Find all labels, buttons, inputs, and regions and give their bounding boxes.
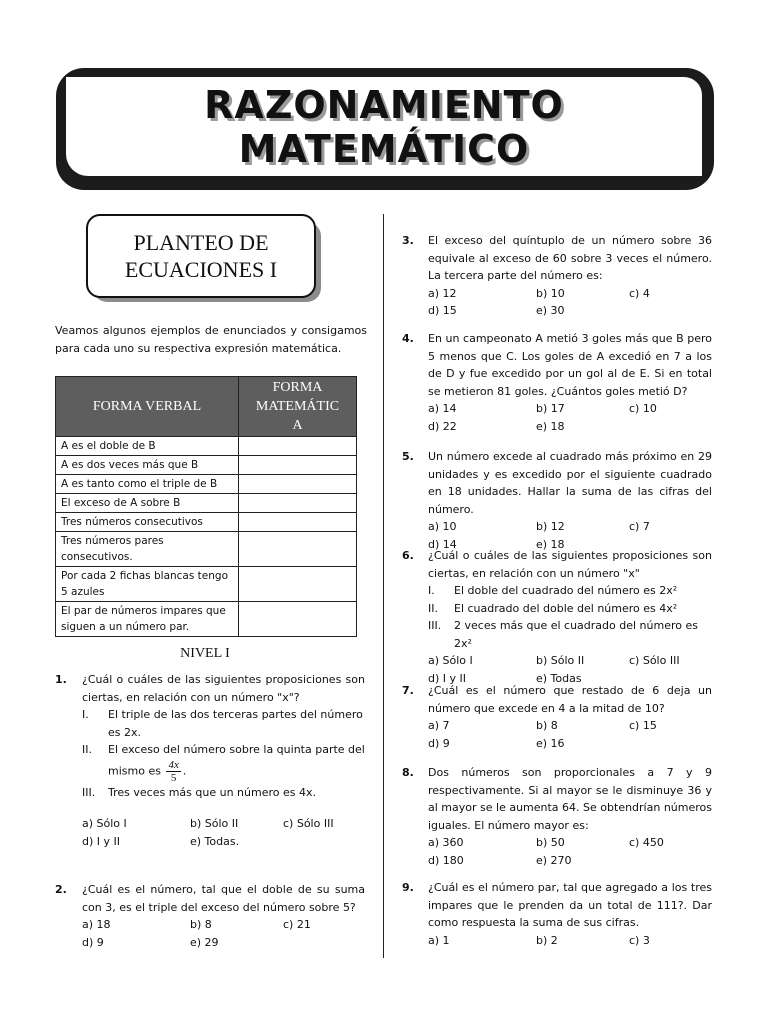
math-answer-cell[interactable]: [239, 437, 357, 456]
table-row: [56, 456, 357, 475]
proposition-numeral: II.: [428, 601, 438, 615]
option-d[interactable]: d) 9: [82, 935, 104, 949]
answer-options: [82, 815, 365, 850]
answer-options: [82, 916, 365, 951]
question-2: [55, 881, 365, 951]
option-a[interactable]: a) 12: [428, 286, 457, 300]
option-e[interactable]: e) 30: [536, 304, 565, 317]
question-number: 3.: [402, 234, 414, 247]
question-text: ¿Cuál o cuáles de las siguientes proposiciones son ciertas, en relación con un número "x"?: [82, 673, 365, 704]
option-a[interactable]: a) 10: [428, 520, 457, 533]
option-b[interactable]: b) 17: [536, 402, 565, 415]
option-a[interactable]: a) 14: [428, 402, 457, 415]
table-header-row: [56, 377, 357, 437]
proposition-text: El triple de las dos terceras partes del número es 2x.: [108, 708, 363, 739]
question-7: [402, 682, 712, 752]
column-divider: [383, 214, 384, 958]
option-b[interactable]: b) 12: [536, 520, 565, 533]
option-b[interactable]: b) 10: [536, 286, 565, 300]
option-c[interactable]: c) 15: [629, 719, 657, 732]
table-row: [56, 513, 357, 532]
question-number: 5.: [402, 450, 414, 463]
table-row: [56, 567, 357, 602]
option-c[interactable]: c) 4: [629, 286, 650, 300]
question-3: [402, 232, 712, 320]
table-row: [56, 494, 357, 513]
verbal-cell: A es el doble de B: [56, 437, 239, 456]
question-5: [402, 448, 712, 553]
question-8: [402, 764, 712, 869]
answer-options: [428, 400, 712, 435]
header-forma-matematica: [239, 377, 357, 437]
option-e[interactable]: e) 29: [190, 935, 219, 949]
proposition-numeral: I.: [428, 584, 435, 597]
section-title-box: [86, 214, 316, 298]
math-answer-cell[interactable]: [239, 456, 357, 475]
proposition-item: [82, 784, 365, 802]
proposition-item: [82, 741, 365, 784]
proposition-numeral: III.: [428, 619, 442, 632]
option-b[interactable]: b) 2: [536, 933, 558, 947]
question-text: ¿Cuál o cuáles de las siguientes proposiciones son ciertas, en relación con un número "x": [428, 549, 712, 580]
banner-title-line1: RAZONAMIENTO: [204, 82, 564, 127]
question-number: 2.: [55, 883, 67, 896]
option-a[interactable]: a) 7: [428, 719, 450, 732]
question-number: 9.: [402, 881, 414, 894]
option-c[interactable]: c) Sólo III: [629, 654, 680, 667]
verbal-cell: Por cada 2 fichas blancas tengo 5 azules: [56, 567, 239, 602]
proposition-text: El cuadrado del doble del número es 4x²: [454, 601, 678, 615]
question-1: [55, 671, 365, 850]
proposition-item: [428, 617, 712, 652]
question-number: 1.: [55, 673, 67, 686]
option-b[interactable]: b) Sólo II: [190, 817, 239, 830]
verbal-cell: Tres números pares consecutivos.: [56, 532, 239, 567]
question-9: [402, 879, 712, 949]
header-forma-verbal: FORMA VERBAL: [56, 377, 239, 437]
header-banner: [56, 68, 714, 190]
option-c[interactable]: c) 450: [629, 836, 664, 849]
option-b[interactable]: b) 8: [190, 918, 212, 931]
option-d[interactable]: d) 9: [428, 736, 450, 750]
proposition-item: [82, 706, 365, 741]
option-a[interactable]: a) Sólo I: [428, 654, 473, 667]
header-banner-inner: [66, 77, 702, 176]
option-c[interactable]: c) 10: [629, 402, 657, 415]
option-d[interactable]: d) 22: [428, 419, 457, 433]
math-answer-cell[interactable]: [239, 532, 357, 567]
option-c[interactable]: c) 7: [629, 520, 650, 533]
option-b[interactable]: b) Sólo II: [536, 654, 585, 667]
option-e[interactable]: e) 18: [536, 537, 565, 551]
header-mat-line1: FORMA: [272, 380, 323, 395]
question-number: 8.: [402, 766, 414, 779]
question-text: El exceso del quíntuplo de un número sobre 36 equivale al exceso de 60 sobre 3 veces el número. La tercera parte del número es:: [428, 234, 712, 282]
option-c[interactable]: c) 3: [629, 933, 650, 947]
proposition-numeral: I.: [82, 708, 89, 721]
math-answer-cell[interactable]: [239, 513, 357, 532]
header-mat-line3: A: [292, 418, 303, 433]
option-e[interactable]: e) Todas: [536, 671, 582, 685]
section-title-line2: ECUACIONES I: [124, 257, 278, 282]
proposition-item: [428, 582, 712, 600]
table-row: [56, 475, 357, 494]
header-mat-line2: MATEMÁTIC: [255, 399, 340, 414]
option-a[interactable]: a) 1: [428, 933, 450, 947]
fraction-numerator: 4x: [168, 758, 179, 771]
math-answer-cell[interactable]: [239, 494, 357, 513]
verbal-cell: Tres números consecutivos: [56, 513, 239, 532]
intro-paragraph: Veamos algunos ejemplos de enunciados y consigamos para cada uno su respectiva expresión matemática.: [55, 324, 367, 355]
question-text: Un número excede al cuadrado más próximo en 29 unidades y es excedido por el siguiente cuadrado en 18 unidades. Hallar la suma de las cifras del número.: [428, 450, 712, 516]
question-text: ¿Cuál es el número, tal que el doble de su suma con 3, es el triple del exceso del número sobre 5?: [82, 883, 365, 914]
question-text: ¿Cuál es el número par, tal que agregado a los tres impares que le prenden da un total de 111?. Dar como respuesta la suma de sus cifras.: [428, 881, 712, 929]
option-c[interactable]: c) Sólo III: [283, 817, 334, 830]
fraction: [166, 759, 180, 784]
verbal-cell: A es tanto como el triple de B: [56, 475, 239, 494]
option-e[interactable]: e) 16: [536, 736, 565, 750]
math-answer-cell[interactable]: [239, 567, 357, 602]
fraction-denominator: 5: [170, 771, 177, 784]
proposition-list: [82, 706, 365, 801]
question-number: 4.: [402, 332, 414, 345]
verbal-cell: El exceso de A sobre B: [56, 494, 239, 513]
question-number: 7.: [402, 684, 414, 697]
option-d[interactable]: d) 15: [428, 304, 457, 317]
option-b[interactable]: b) 50: [536, 836, 565, 849]
question-text: ¿Cuál es el número que restado de 6 deja un número que excede en 4 a la mitad de 10?: [428, 684, 712, 715]
proposition-text: El exceso del número sobre la quinta parte del mismo es: [108, 743, 365, 777]
option-a[interactable]: a) 18: [82, 918, 111, 931]
proposition-text: El doble del cuadrado del número es 2x²: [454, 584, 678, 597]
proposition-numeral: II.: [82, 743, 92, 756]
option-e[interactable]: e) 270: [536, 853, 572, 867]
proposition-text: 2 veces más que el cuadrado del número es 2x²: [454, 619, 698, 650]
table-row: [56, 437, 357, 456]
proposition-text-wrapper: El exceso del número sobre la quinta parte del mismo es $\frac{4x}{5}$ .: [108, 743, 365, 784]
table-row: [56, 602, 357, 637]
banner-title-line2: MATEMÁTICO: [238, 126, 530, 171]
answer-options: [428, 717, 712, 752]
option-d[interactable]: d) I y II: [428, 671, 467, 685]
nivel-heading: NIVEL I: [180, 646, 230, 661]
question-6: [402, 547, 712, 687]
option-e[interactable]: e) 18: [536, 419, 565, 433]
question-4: [402, 330, 712, 435]
option-d[interactable]: d) I y II: [82, 834, 121, 848]
proposition-list: [428, 582, 712, 652]
option-b[interactable]: b) 8: [536, 719, 558, 732]
option-e[interactable]: e) Todas.: [190, 834, 240, 848]
section-title-line1: PLANTEO DE: [133, 230, 269, 255]
proposition-numeral: III.: [82, 785, 96, 799]
option-a[interactable]: a) Sólo I: [82, 817, 127, 830]
proposition-text: Tres veces más que un número es 4x.: [108, 785, 316, 799]
option-a[interactable]: a) 360: [428, 836, 464, 849]
option-d[interactable]: d) 180: [428, 853, 464, 867]
verbal-cell: El par de números impares que siguen a un número par.: [56, 602, 239, 637]
answer-options: [428, 285, 712, 320]
question-text: Dos números son proporcionales a 7 y 9 respectivamente. Si al mayor se le disminuye 36 y al mayor se le aumenta 64. Se obtendrían números iguales. El número mayor es:: [428, 766, 712, 832]
question-text: En un campeonato A metió 3 goles más que B pero 5 menos que C. Los goles de A excedió en 7 a los de D y fue excedido por un gol al de E. Si en total se metieron 81 goles. ¿Cuántos goles metió D?: [428, 332, 712, 398]
forma-table: [55, 376, 357, 637]
math-answer-cell[interactable]: [239, 602, 357, 637]
math-answer-cell[interactable]: [239, 475, 357, 494]
option-c[interactable]: c) 21: [283, 918, 311, 931]
option-d[interactable]: d) 14: [428, 537, 457, 551]
verbal-cell: A es dos veces más que B: [56, 456, 239, 475]
table-row: [56, 532, 357, 567]
answer-options: [428, 932, 712, 950]
question-number: 6.: [402, 549, 414, 562]
answer-options: [428, 834, 712, 869]
proposition-item: [428, 600, 712, 618]
